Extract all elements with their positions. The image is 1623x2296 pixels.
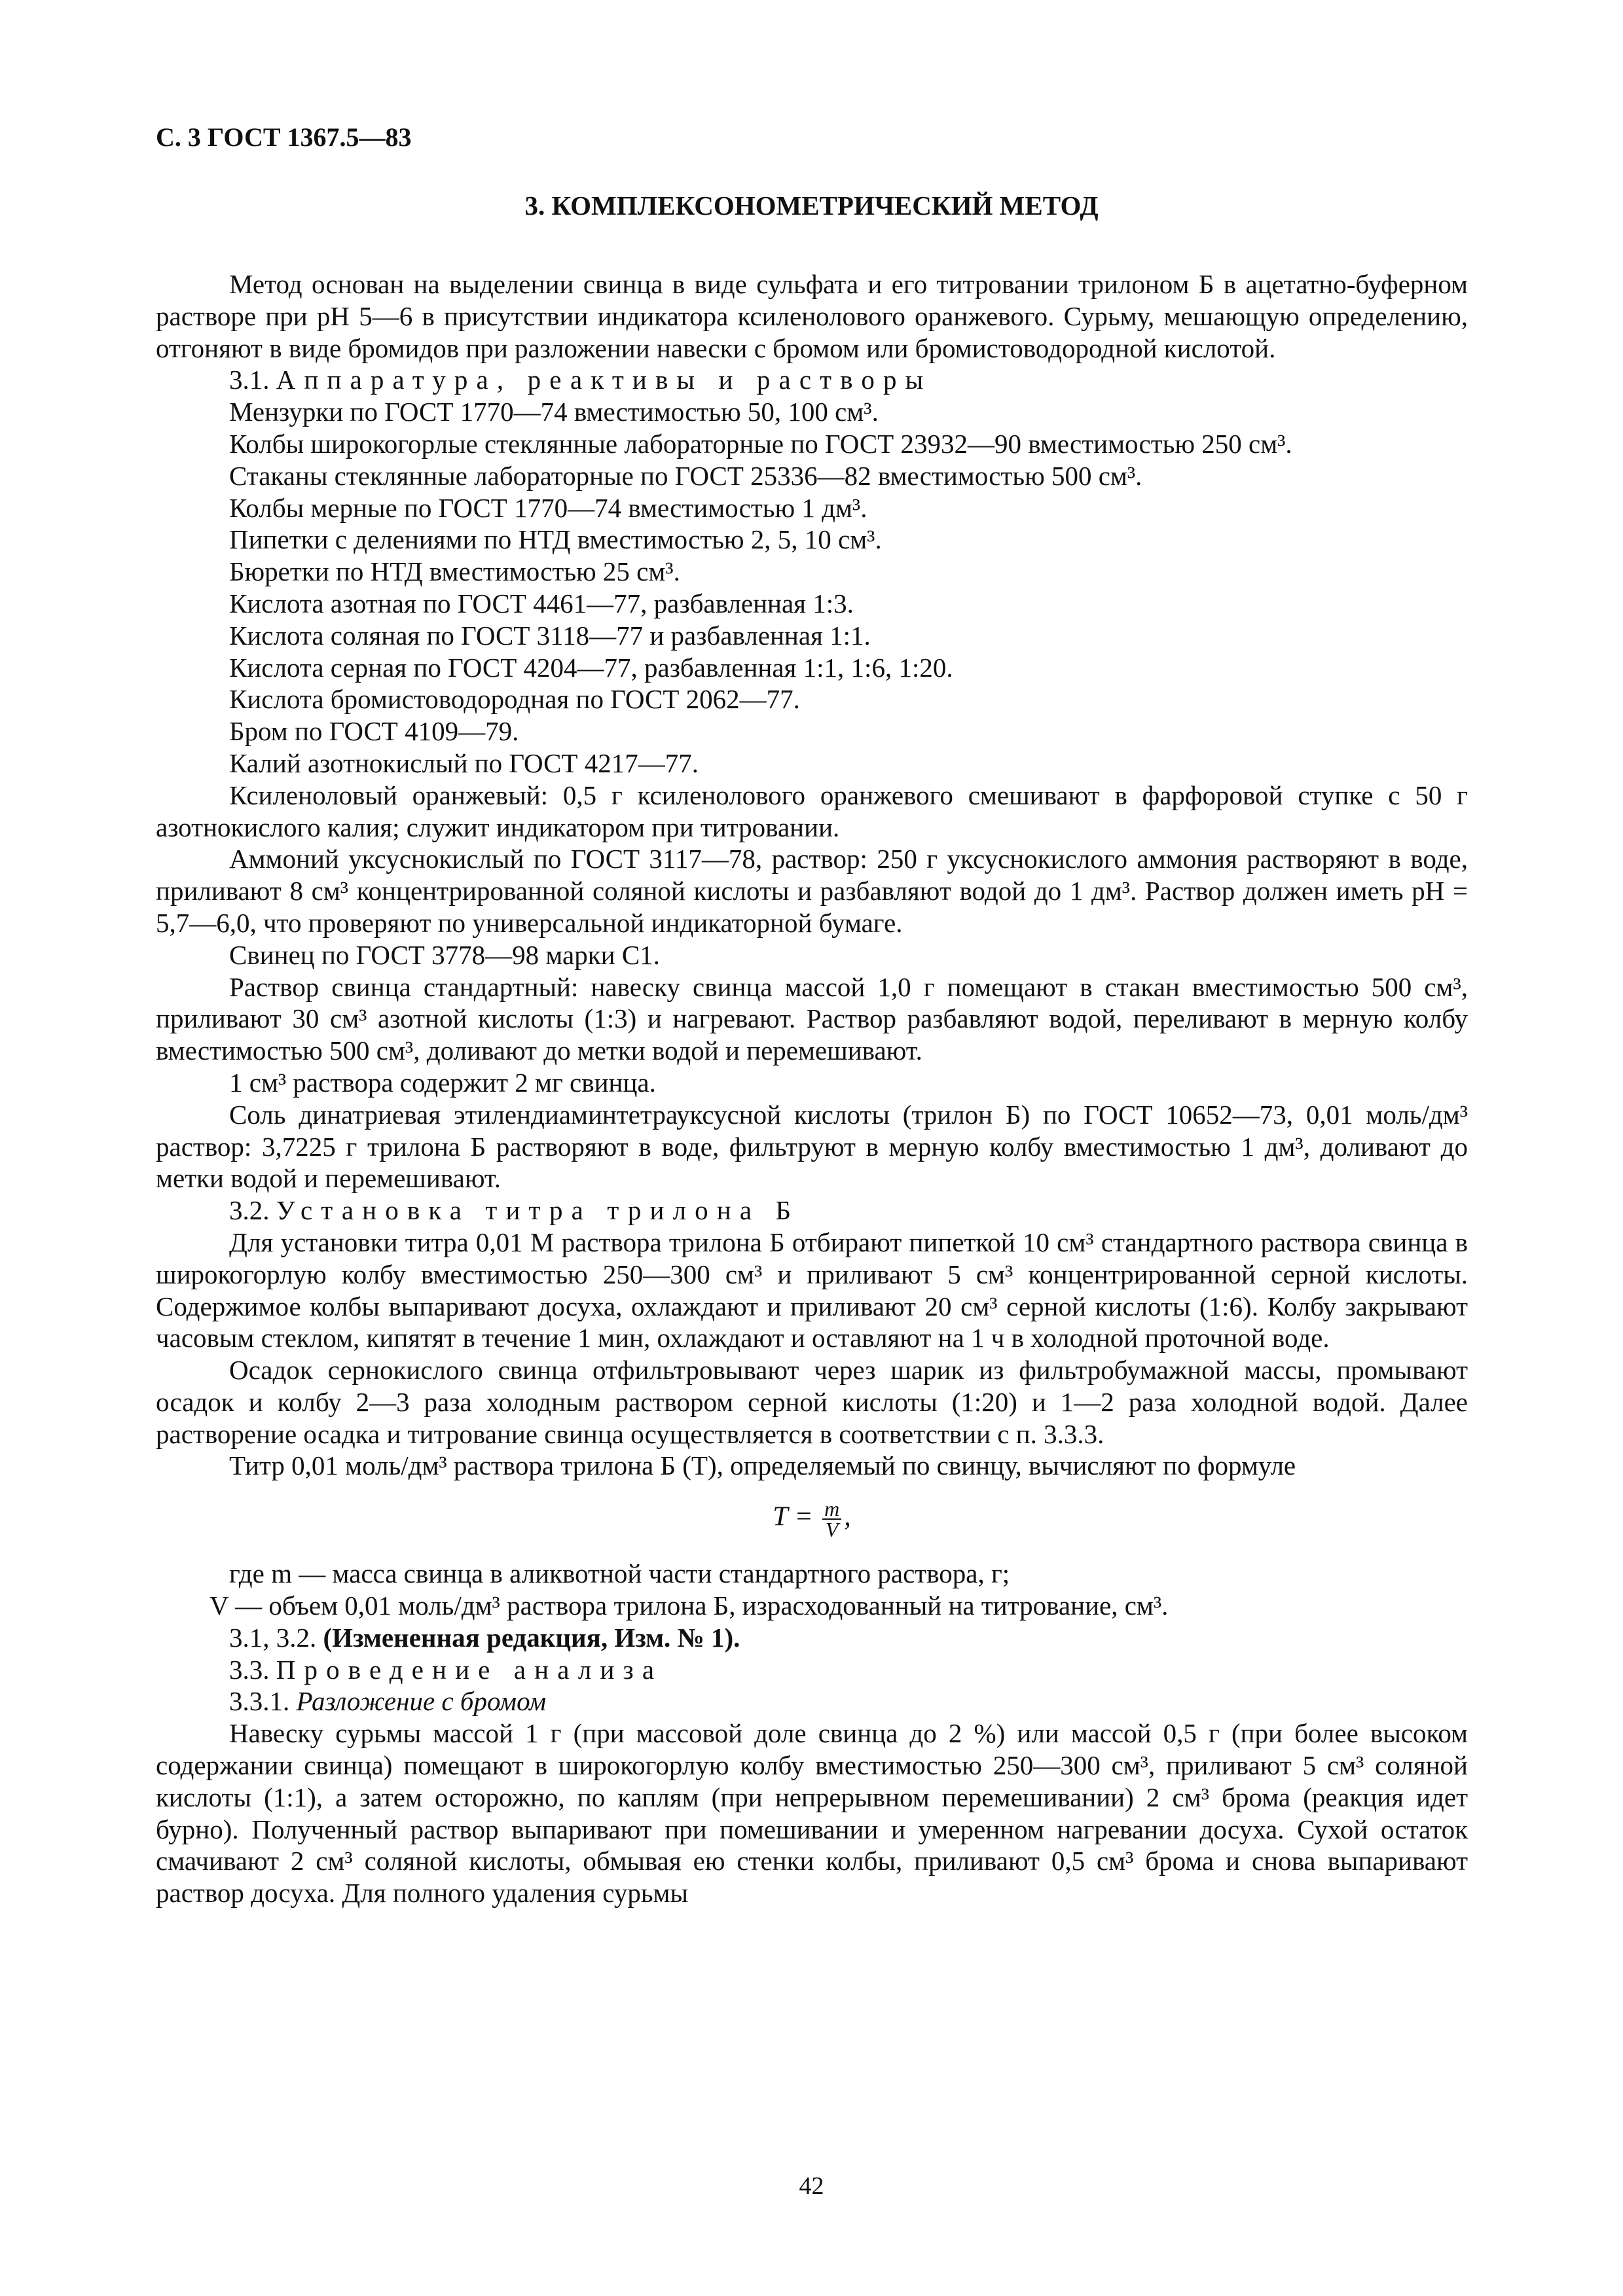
subsection-3-2-heading [156,1194,1468,1227]
lead-standard-paragraph: Раствор свинца стандартный: навеску свинца массой 1,0 г помещают в стакан вместимостью 500 см³, приливают 30 см³ азотной кислоты (1:3) и нагревают. Раствор разбавляют водой, переливают в мерную колбу вместимостью 500 см³, доливают до метки водой и перемешивают. [156,971,1468,1066]
subsection-number: 3.3. [229,1654,270,1685]
titer-paragraph-2: Осадок сернокислого свинца отфильтровывают через шарик из фильтробумажной массы, промывают осадок и колбу 2—3 раза холодным раствором серной кислоты (1:20) и 1—2 раза холодной водой. Далее растворение осадка и титрование свинца осуществляется в соответствии с п. 3.3.3. [156,1355,1468,1449]
document-body [156,268,1468,1909]
reagent-item: Калий азотнокислый по ГОСТ 4217—77. [229,747,699,778]
reagent-item: Кислота соляная по ГОСТ 3118—77 и разбавленная 1:1. [229,620,871,651]
subsection-number: 3.1. [229,365,270,395]
subsection-number: 3.3.1. [229,1686,290,1717]
titer-paragraph-1: Для установки титра 0,01 М раствора трилона Б отбирают пипеткой 10 см³ стандартного раствора свинца в широкогорлую колбу вместимостью 250—300 см³ и приливают 5 см³ концентрированной серной кислоты. Содержимое колбы выпаривают досуха, охлаждают и приливают 20 см³ серной кислоты (1:6). Колбу закрывают часовым стеклом, кипятят в течение 1 мин, охлаждают и оставляют на 1 ч в холодной проточной воде. [156,1227,1468,1354]
reagent-item: Кислота бромистоводородная по ГОСТ 2062—77. [229,684,800,715]
amendment-ref: 3.1, 3.2. [229,1622,317,1653]
page-number: 42 [799,2172,824,2200]
formula-fraction [822,1497,841,1542]
formula-tail: , [844,1501,851,1532]
decomposition-paragraph: Навеску сурьмы массой 1 г (при массовой доле свинца до 2 %) или массой 0,5 г (при более высоком содержании свинца) помещают в широкогорлую колбу вместимостью 250—300 см³, приливают 5 см³ соляной кислоты (1:1), а затем осторожно, по каплям (при непрерывном перемешивании) 2 см³ брома (реакция идет бурно). Полученный раствор выпаривают при помешивании и умеренном нагревании досуха. Сухой остаток смачивают 2 см³ соляной кислоты, обмывая ею стенки колбы, приливают 0,5 см³ брома и снова выпаривают раствор досуха. Для полного удаления сурьмы [156,1718,1468,1909]
formula-legend-v: V — объем 0,01 моль/дм³ раствора трилона Б, израсходованный на титрование, см³. [210,1590,1169,1621]
reagent-item: Кислота азотная по ГОСТ 4461—77, разбавленная 1:3. [229,588,854,619]
reagent-item: Кислота серная по ГОСТ 4204—77, разбавленная 1:1, 1:6, 1:20. [229,652,953,683]
formula-numerator: m [822,1499,841,1520]
subsection-title: Проведение анализа [276,1654,663,1685]
page-header: С. 3 ГОСТ 1367.5—83 [156,122,412,152]
titer-paragraph-3: Титр 0,01 моль/дм³ раствора трилона Б (T), определяемый по свинцу, вычисляют по формуле [229,1450,1296,1481]
subsection-3-3-heading [156,1654,1468,1686]
section-title: 3. КОМПЛЕКСОНОМЕТРИЧЕСКИЙ МЕТОД [524,190,1099,221]
reagent-item: Бром по ГОСТ 4109—79. [229,716,519,747]
formula-lhs: T = [773,1501,813,1532]
reagent-item: Колбы широкогорлые стеклянные лабораторные по ГОСТ 23932—90 вместимостью 250 см³. [229,428,1292,459]
amendment-text: (Измененная редакция, Изм. № 1). [323,1622,740,1653]
reagent-item: Колбы мерные по ГОСТ 1770—74 вместимостью 1 дм³. [229,492,867,523]
lead-paragraph: Свинец по ГОСТ 3778—98 марки С1. [229,939,660,970]
reagent-item: Мензурки по ГОСТ 1770—74 вместимостью 50, 100 см³. [229,397,879,427]
formula-denominator: V [825,1518,839,1542]
trilon-paragraph: Соль динатриевая этилендиаминтетрауксусной кислоты (трилон Б) по ГОСТ 10652—73, 0,01 моль/дм³ раствор: 3,7225 г трилона Б растворяют в воде, фильтруют в мерную колбу вместимостью 1 дм³, доливают до метки водой и перемешивают. [156,1099,1468,1194]
xylenol-paragraph: Ксиленоловый оранжевый: 0,5 г ксиленолового оранжевого смешивают в фарфоровой ступке с 50 г азотнокислого калия; служит индикатором при титровании. [156,780,1468,842]
titer-formula [156,1497,1468,1542]
reagent-item: Стаканы стеклянные лабораторные по ГОСТ 25336—82 вместимостью 500 см³. [229,460,1142,491]
lead-concentration: 1 см³ раствора содержит 2 мг свинца. [229,1067,656,1098]
ammonium-paragraph: Аммоний уксуснокислый по ГОСТ 3117—78, раствор: 250 г уксуснокислого аммония растворяют в воде, приливают 8 см³ концентрированной соляной кислоты и разбавляют водой до 1 дм³. Раствор должен иметь pH = 5,7—6,0, что проверяют по универсальной индикаторной бумаге. [156,844,1468,938]
subsection-3-1-heading [156,364,1468,396]
reagent-item: Бюретки по НТД вместимостью 25 см³. [229,556,680,587]
intro-paragraph: Метод основан на выделении свинца в виде сульфата и его титровании трилоном Б в ацетатно-буферном растворе при pH 5—6 в присутствии индикатора ксиленолового оранжевого. Сурьму, мешающую определению, отгоняют в виде бромидов при разложении навески с бромом или бромистоводородной кислотой. [156,269,1468,363]
formula-legend-m: где m — масса свинца в аликвотной части стандартного раствора, г; [229,1558,1010,1589]
amendment-note [156,1622,1468,1654]
subsection-title: Установка титра трилона Б [276,1195,800,1226]
subsection-number: 3.2. [229,1195,270,1226]
reagent-item: Пипетки с делениями по НТД вместимостью 2, 5, 10 см³. [229,524,882,555]
subsection-title: Разложение с бромом [296,1686,547,1717]
subsection-3-3-1-heading [156,1685,1468,1717]
subsection-title: Аппаратура, реактивы и растворы [276,365,932,395]
